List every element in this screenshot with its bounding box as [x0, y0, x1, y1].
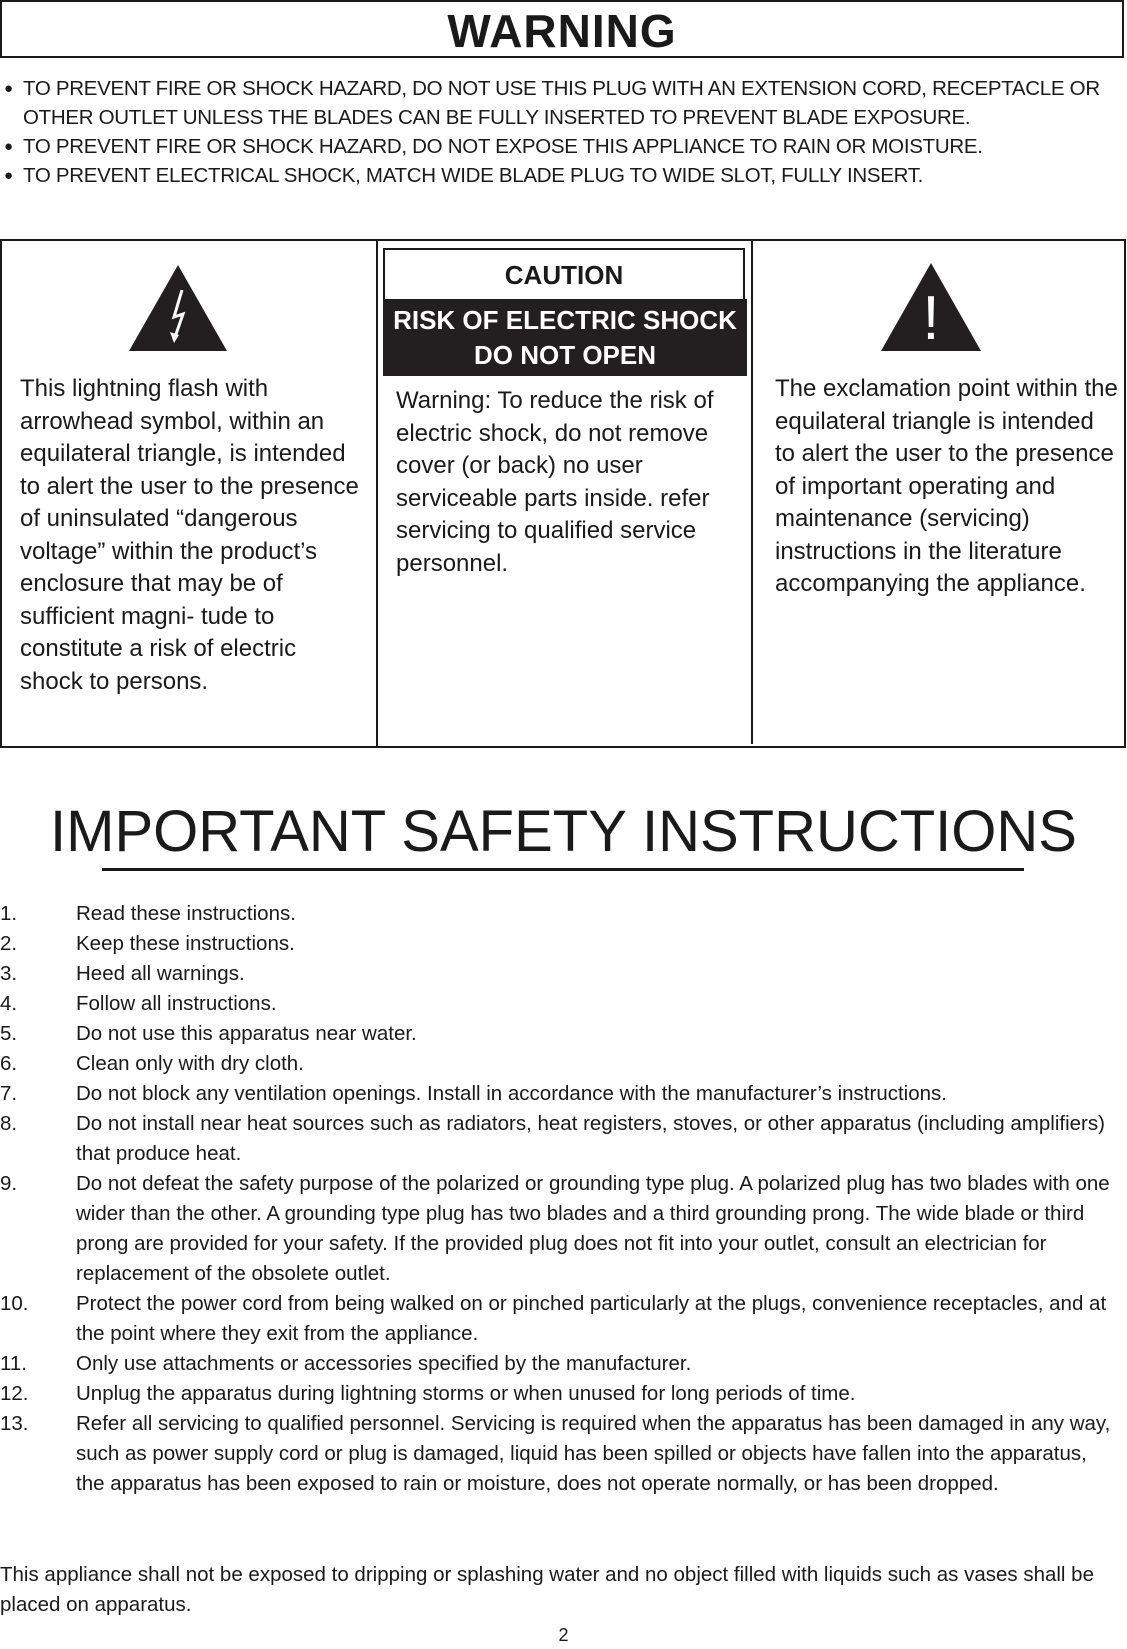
instruction-number: 10.: [0, 1292, 29, 1315]
warning-item-text: TO PREVENT ELECTRICAL SHOCK, MATCH WIDE BLADE PLUG TO WIDE SLOT, FULLY INSERT.: [23, 164, 924, 187]
instructions-title: IMPORTANT SAFETY INSTRUCTIONS: [50, 799, 1077, 864]
caution-risk-line: RISK OF ELECTRIC SHOCK: [393, 305, 737, 335]
warning-item: [4, 74, 1114, 132]
instruction-item: [0, 899, 1120, 929]
warning-list: [4, 74, 1114, 190]
instruction-text: Read these instructions.: [76, 902, 296, 925]
instruction-item: [0, 1289, 1120, 1349]
instruction-text: Do not use this apparatus near water.: [76, 1022, 417, 1045]
instruction-item: [0, 1379, 1120, 1409]
instruction-text: Follow all instructions.: [76, 992, 277, 1015]
exclamation-symbol-description: The exclamation point within the equilateral triangle is intended to alert the user to the presence of important operating and maintenance (servicing) instructions in the literature accompanying the appliance.: [775, 375, 1118, 597]
instruction-text: Heed all warnings.: [76, 962, 245, 985]
instruction-number: 7.: [0, 1082, 18, 1105]
caution-label: CAUTION: [383, 248, 745, 301]
warning-item: [4, 132, 1114, 161]
instruction-item: [0, 989, 1120, 1019]
instruction-text: Unplug the apparatus during lightning storms or when unused for long periods of time.: [76, 1382, 856, 1405]
instruction-number: 3.: [0, 962, 18, 985]
bullet-icon: ●: [4, 138, 13, 155]
instruction-item: [0, 1409, 1120, 1499]
instruction-item: [0, 1169, 1120, 1289]
warning-item-text: TO PREVENT FIRE OR SHOCK HAZARD, DO NOT USE THIS PLUG WITH AN EXTENSION CORD, RECEPTACLE OR OTHER OUTLET UNLESS THE BLADES CAN BE FULLY INSERTED TO PREVENT BLADE EXPOSURE.: [23, 77, 1100, 129]
instruction-number: 2.: [0, 932, 18, 955]
caution-do-not-open-line: DO NOT OPEN: [473, 340, 656, 370]
instruction-number: 12.: [0, 1382, 29, 1405]
instruction-item: [0, 1109, 1120, 1169]
exclamation-glyph: !: [922, 284, 940, 353]
warning-title: WARNING: [447, 5, 677, 57]
instruction-item: [0, 1079, 1120, 1109]
column-divider: [751, 239, 753, 744]
title-underline: [102, 868, 1024, 871]
symbols-explanation-box: [0, 239, 1126, 748]
caution-description: Warning: To reduce the risk of electric shock, do not remove cover (or back) no user serviceable parts inside. refer servicing to qualified service personnel.: [396, 387, 714, 577]
warning-item: [4, 161, 1114, 190]
caution-risk-banner: [383, 299, 747, 376]
instruction-number: 11.: [0, 1352, 27, 1375]
exclamation-triangle-icon: [879, 261, 983, 353]
instruction-text: Do not install near heat sources such as radiators, heat registers, stoves, or other apparatus (including amplifiers) that produce heat.: [76, 1112, 1105, 1165]
instruction-text: Do not defeat the safety purpose of the polarized or grounding type plug. A polarized plug has two blades with one wider than the other. A grounding type plug has two blades and a third grounding prong. The wide blade or third prong are provided for your safety. If the provided plug does not fit into your outlet, consult an electrician for replacement of the obsolete outlet.: [76, 1172, 1110, 1285]
instruction-number: 8.: [0, 1112, 18, 1135]
instructions-list: [0, 899, 1120, 1499]
instruction-text: Only use attachments or accessories specified by the manufacturer.: [76, 1352, 692, 1375]
column-divider: [376, 241, 378, 748]
warning-header-box: [0, 0, 1124, 58]
instruction-text: Refer all servicing to qualified personnel. Servicing is required when the apparatus has been damaged in any way, such as power supply cord or plug is damaged, liquid has been spilled or objects have fallen into the apparatus, the apparatus has been exposed to rain or moisture, does not operate normally, or has been dropped.: [76, 1412, 1111, 1495]
instruction-number: 5.: [0, 1022, 18, 1045]
instruction-number: 1.: [0, 902, 18, 925]
instruction-text: Protect the power cord from being walked on or pinched particularly at the plugs, convenience receptacles, and at the point where they exit from the appliance.: [76, 1292, 1107, 1345]
instruction-item: [0, 929, 1120, 959]
instruction-item: [0, 1349, 1120, 1379]
lightning-symbol-description: This lightning flash with arrowhead symbol, within an equilateral triangle, is intended to alert the user to the presence of uninsulated “dangerous voltage” within the product’s enclosure that may be of sufficient magni- tude to constitute a risk of electric shock to persons.: [20, 375, 359, 695]
instruction-number: 9.: [0, 1172, 18, 1195]
instruction-text: Do not block any ventilation openings. Install in accordance with the manufacturer’s instructions.: [76, 1082, 947, 1105]
instruction-text: Clean only with dry cloth.: [76, 1052, 304, 1075]
instruction-item: [0, 1049, 1120, 1079]
instruction-item: [0, 959, 1120, 989]
instruction-number: 4.: [0, 992, 18, 1015]
instruction-item: [0, 1019, 1120, 1049]
instruction-number: 13.: [0, 1412, 29, 1435]
bullet-icon: ●: [4, 80, 13, 97]
page-number: 2: [558, 1625, 569, 1645]
bullet-icon: ●: [4, 167, 13, 184]
lightning-triangle-icon: [127, 263, 229, 353]
instruction-text: Keep these instructions.: [76, 932, 295, 955]
warning-item-text: TO PREVENT FIRE OR SHOCK HAZARD, DO NOT EXPOSE THIS APPLIANCE TO RAIN OR MOISTURE.: [23, 135, 983, 158]
appliance-liquid-note: This appliance shall not be exposed to dripping or splashing water and no object filled with liquids such as vases shall be placed on apparatus.: [0, 1563, 1094, 1616]
instruction-number: 6.: [0, 1052, 18, 1075]
